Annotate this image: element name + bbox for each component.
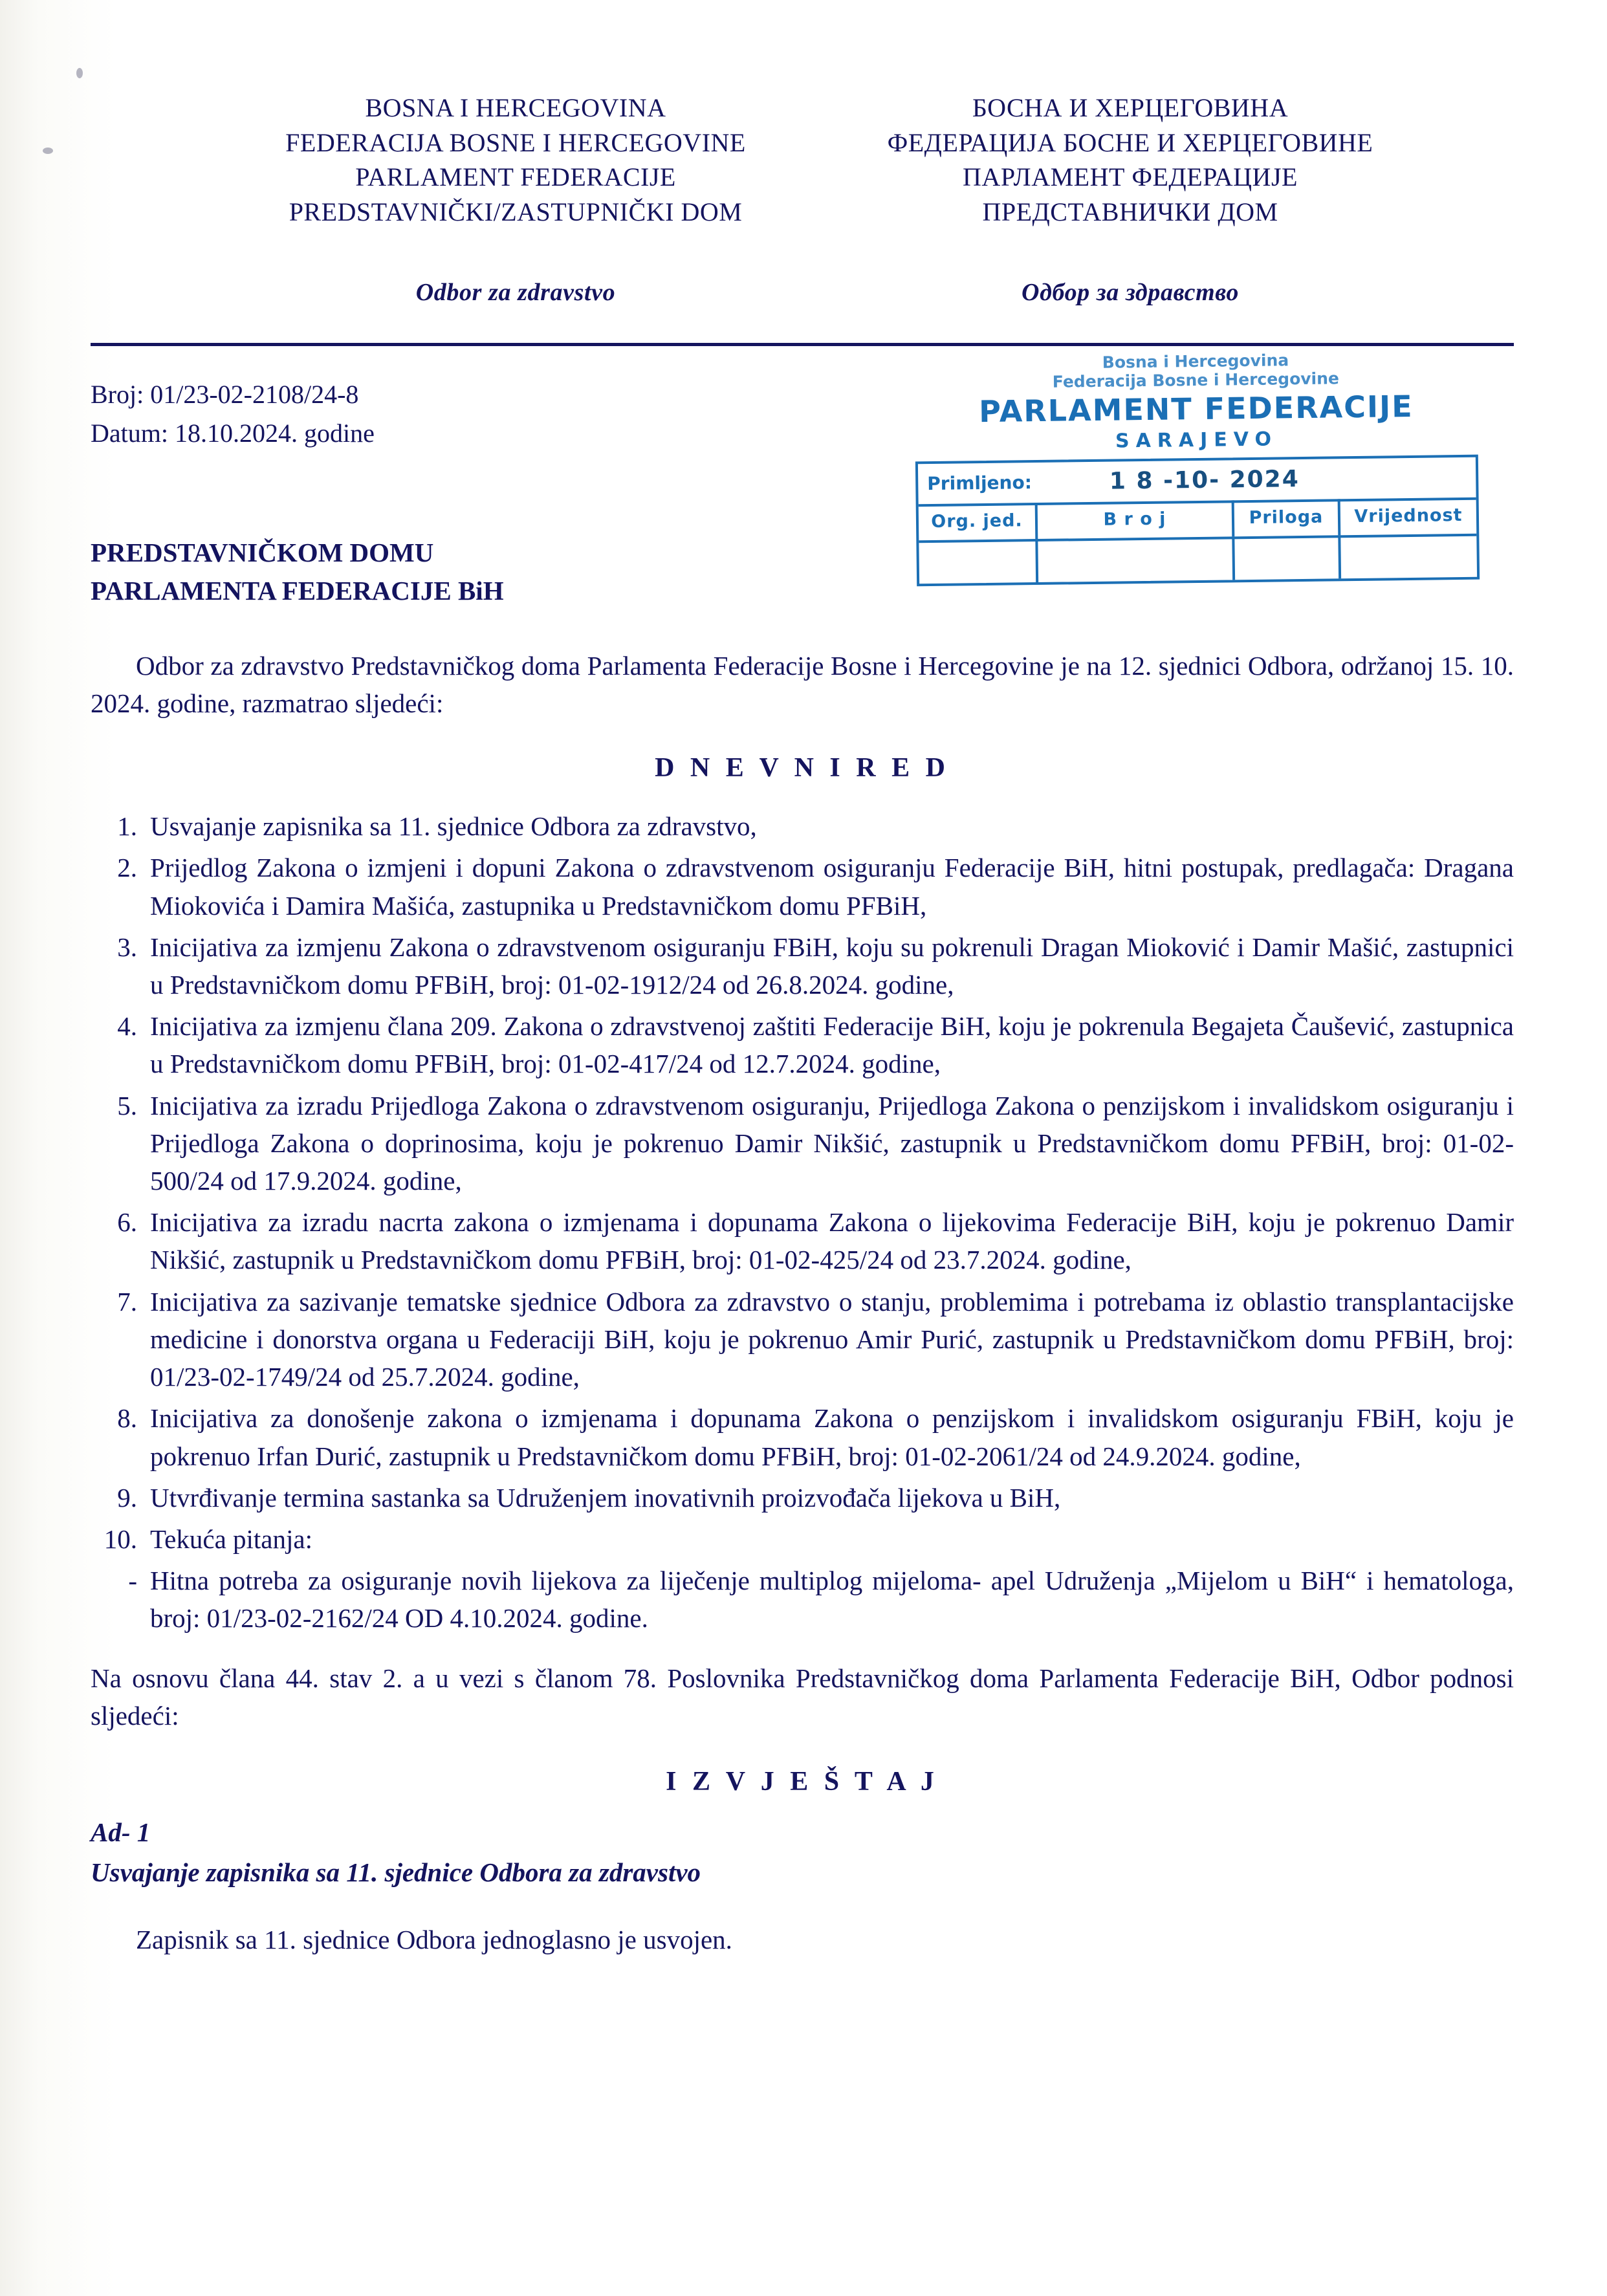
list-item-text: Hitna potreba za osiguranje novih lijekova za liječenje multiplog mijeloma- apel Udruženja „Mijelom u BiH“ i hematologa, broj: 01/23-02-2162/24 OD 4.10.2024. godine. [150,1566,1514,1634]
stamp-col-broj: B r o j [1038,500,1235,539]
header-left-column [231,91,800,229]
list-item-text: Inicijativa za izmjenu Zakona o zdravstvenom osiguranju FBiH, koju su pokrenuli Dragan Mioković i Damir Mašić, zastupnici u Predstavničkom domu PFBiH, broj: 01-02-1912/24 od 26.8.2024. godine, [150,932,1514,1000]
list-item [91,807,1514,845]
stamp-col-vrijednost: Vrijednost [1354,505,1463,527]
list-item-text: Tekuća pitanja: [150,1524,312,1554]
stamp-cell-org [919,539,1038,584]
list-item [91,928,1514,1003]
stamp-cell-vrijednost [1340,533,1477,578]
list-item-text: Inicijativa za sazivanje tematske sjednice Odbora za zdravstvo o stanju, problemima i potrebama iz oblastio transplantacijske medicine i donorstva organa u Federaciji BiH, koju je pokrenuo Amir Purić, zastupnik u Predstavničkom domu PFBiH, broj: 01/23-02-1749/24 od 25.7.2024. godine, [150,1286,1514,1392]
header-right-line-4: ПРЕДСТАВНИЧКИ ДОМ [982,197,1278,226]
list-item [91,1479,1514,1516]
stamp-col-priloga: Priloga [1234,499,1341,536]
header-right-line-2: ФЕДЕРАЦИЈА БОСНЕ И ХЕРЦЕГОВИНЕ [887,127,1373,157]
list-item [91,1283,1514,1396]
document-meta [91,375,375,453]
list-item-number: 3. [117,932,137,962]
list-item-number: 9. [117,1482,137,1513]
agenda-point-label: Ad- 1 [91,1817,151,1847]
list-item-number: 7. [117,1286,137,1317]
committee-name-cyrillic: Одбор за здравство [1022,279,1239,306]
list-item-number: 8. [117,1403,137,1434]
list-item-number: 6. [117,1207,137,1238]
list-item [91,1399,1514,1474]
addressee-line-2: PARLAMENTA FEDERACIJE BiH [91,576,504,606]
list-item-number: 5. [117,1090,137,1121]
closing-paragraph: Zapisnik sa 11. sjednice Odbora jednoglasno je usvojen. [136,1925,732,1955]
header-divider [91,343,1514,346]
stamp-federation-line: Federacija Bosne i Hercegovine [1052,369,1340,391]
list-item-text: Prijedlog Zakona o izmjeni i dopuni Zakona o zdravstvenom osiguranju Federacije BiH, hitni postupak, predlagača: Dragana Miokovića i Damira Mašića, zastupnika u Predstavničkom domu PFBiH, [150,853,1514,921]
scan-speck [76,68,83,78]
list-item-text: Inicijativa za izradu Prijedloga Zakona o zdravstvenom osiguranju, Prijedloga Zakona o penzijskom i invalidskom osiguranju i Prijedloga Zakona o doprinosima, koju je pokrenuo Damir Nikšić, zastupnik u Predstavničkom domu PFBiH, broj: 01-02-500/24 od 17.9.2024. godine, [150,1090,1514,1196]
header-left-line-3: PARLAMENT FEDERACIJE [355,162,676,192]
stamp-table [915,454,1480,586]
intro-paragraph: Odbor za zdravstvo Predstavničkog doma Parlamenta Federacije Bosne i Hercegovine je na 12. sjednici Odbora, održanoj 15. 10. 2024. godine, razmatrao sljedeći: [91,651,1514,719]
reception-stamp [914,349,1480,586]
agenda-point-subject: Usvajanje zapisnika sa 11. sjednice Odbora za zdravstvo [91,1857,701,1887]
list-item-text: Inicijativa za izradu nacrta zakona o izmjenama i dopunama Zakona o lijekovima Federacije BiH, koju je pokrenuo Damir Nikšić, zastupnik u Predstavničkom domu PFBiH, broj: 01-02-425/24 od 23.7.2024. godine, [150,1207,1514,1275]
header-right-line-3: ПАРЛАМЕНТ ФЕДЕРАЦИЈЕ [963,162,1298,192]
addressee-block [91,534,504,611]
header-left-line-2: FEDERACIJA BOSNE I HERCEGOVINE [285,127,746,157]
list-item-number: 10. [104,1524,137,1554]
list-item [91,1203,1514,1278]
stamp-cell-broj [1038,536,1235,582]
report-title: I Z V J E Š T A J [666,1767,939,1797]
stamp-title: PARLAMENT FEDERACIJE [978,388,1414,429]
list-item-number: 2. [117,853,137,883]
list-item [91,849,1514,924]
header-left-line-1: BOSNA I HERCEGOVINA [365,93,666,122]
stamp-received-date: 1 8 -10- 2024 [1109,466,1300,495]
agenda-title: D N E V N I R E D [655,753,950,783]
list-item-text: Inicijativa za donošenje zakona o izmjenama i dopunama Zakona o penzijskom i invalidskom osiguranju FBiH, koju je pokrenuo Irfan Durić, zastupnik u Predstavničkom domu PFBiH, broj: 01-02-2061/24 od 24.9.2024. godine, [150,1403,1514,1471]
agenda-list [91,807,1514,1637]
list-item [91,1520,1514,1558]
document-header [0,91,1607,229]
list-item-number: 1. [117,811,137,842]
list-item [91,1087,1514,1200]
stamp-cell-priloga [1234,535,1341,580]
list-item-number: 4. [117,1011,137,1042]
reference-number: Broj: 01/23-02-2108/24-8 [91,380,359,409]
list-item-text: Inicijativa za izmjenu člana 209. Zakona o zdravstvenoj zaštiti Federacije BiH, koju je pokrenula Begajeta Čaušević, zastupnica u Predstavničkom domu PFBiH, broj: 01-02-417/24 od 12.7.2024. godine, [150,1011,1514,1079]
stamp-col-org: Org. jed. [919,503,1038,540]
list-item [91,1007,1514,1082]
document-date: Datum: 18.10.2024. godine [91,419,375,448]
stamp-city: SARAJEVO [1115,427,1278,453]
list-item-text: Usvajanje zapisnika sa 11. sjednice Odbora za zdravstvo, [150,811,757,842]
stamp-country-line: Bosna i Hercegovina [1102,351,1289,372]
list-item [91,1562,1514,1637]
committee-name-latin: Odbor za zdravstvo [415,279,616,306]
stamp-received-label: Primljeno: [927,472,1033,495]
addressee-line-1: PREDSTAVNIČKOM DOMU [91,538,434,567]
header-right-line-1: БОСНА И ХЕРЦЕГОВИНА [972,93,1289,122]
header-left-line-4: PREDSTAVNIČKI/ZASTUPNIČKI DOM [289,197,743,226]
list-item-text: Utvrđivanje termina sastanka sa Udruženjem inovativnih proizvođača lijekova u BiH, [150,1482,1061,1513]
list-item-number: - [128,1566,137,1596]
legal-basis-paragraph: Na osnovu člana 44. stav 2. a u vezi s članom 78. Poslovnika Predstavničkog doma Parlamenta Federacije BiH, Odbor podnosi sljedeći: [91,1663,1514,1731]
header-right-column [846,91,1415,229]
document-body [91,647,1514,1958]
stamp-empty-row [919,533,1477,584]
committee-subheader [0,278,1607,307]
